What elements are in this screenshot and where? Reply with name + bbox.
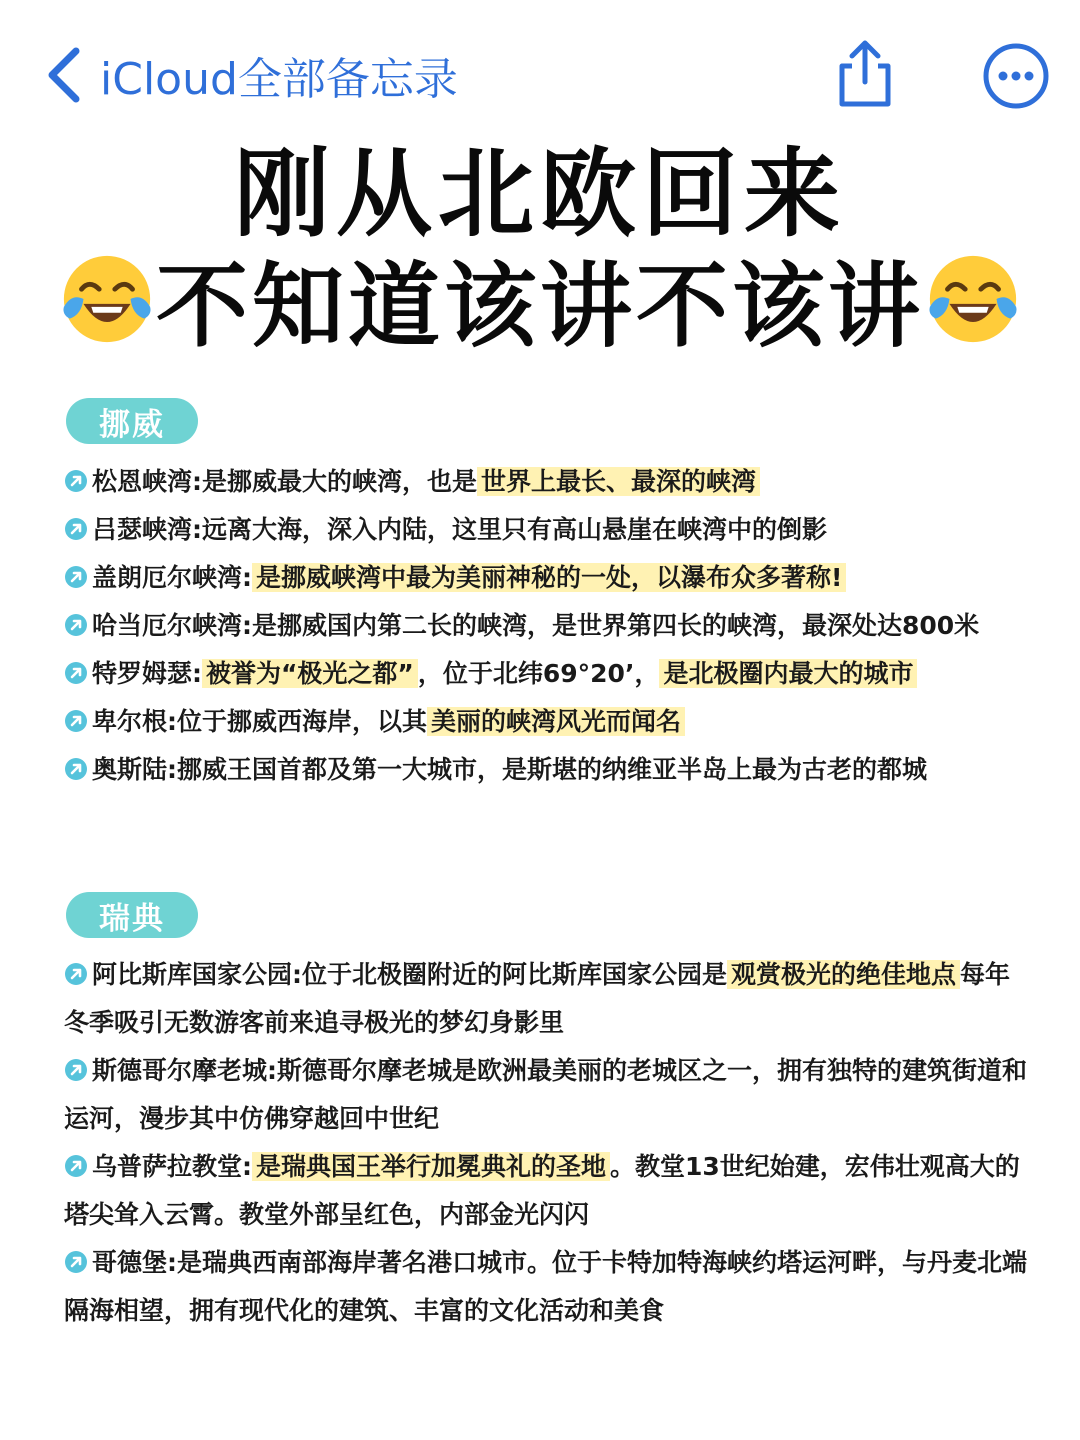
item-text: 哥德堡:是瑞典西南部海岸著名港口城市。位于卡特加特海峡约塔运河畔，与丹麦北端隔海相望，拥有现代化的建筑、丰富的文化活动和美食 bbox=[64, 1248, 1028, 1325]
arrow-up-right-icon bbox=[64, 613, 88, 637]
share-icon bbox=[832, 38, 898, 110]
item-highlight: 是瑞典国王举行加冕典礼的圣地 bbox=[252, 1152, 610, 1181]
arrow-up-right-icon bbox=[64, 469, 88, 493]
chevron-left-icon bbox=[44, 45, 84, 105]
item-highlight: 是挪威峡湾中最为美丽神秘的一处，以瀑布众多著称! bbox=[252, 563, 846, 592]
arrow-up-right-icon bbox=[64, 1250, 88, 1274]
item-highlight: 观赏极光的绝佳地点 bbox=[727, 960, 960, 989]
item-text: 。教堂13世纪始建，宏伟壮观高大的塔尖耸入云霄。教堂外部呈红色，内部金光闪闪 bbox=[64, 1152, 1020, 1229]
more-icon bbox=[982, 42, 1050, 110]
item-highlight: 是北极圈内最大的城市 bbox=[659, 659, 917, 688]
item-text: 盖朗厄尔峡湾: bbox=[92, 563, 252, 592]
item-highlight: 世界上最长、最深的峡湾 bbox=[477, 467, 760, 496]
arrow-up-right-icon bbox=[64, 757, 88, 781]
item-text: 吕瑟峡湾:远离大海，深入内陆，这里只有高山悬崖在峡湾中的倒影 bbox=[92, 515, 828, 544]
arrow-up-right-icon bbox=[64, 1154, 88, 1178]
back-label: iCloud全部备忘录 bbox=[100, 54, 458, 105]
item-text: 特罗姆瑟: bbox=[92, 659, 202, 688]
item-highlight: 美丽的峡湾风光而闻名 bbox=[427, 707, 685, 736]
section-label-sweden: 瑞典 bbox=[66, 892, 198, 938]
list-item bbox=[64, 1143, 1034, 1239]
title-line-2: 不知道该讲不该讲 bbox=[155, 253, 924, 360]
item-text: 乌普萨拉教堂: bbox=[92, 1152, 252, 1181]
more-button[interactable] bbox=[982, 42, 1050, 110]
section-list-norway bbox=[64, 458, 1054, 794]
arrow-up-right-icon bbox=[64, 517, 88, 541]
tears-of-joy-emoji-icon bbox=[924, 250, 1022, 348]
list-item bbox=[64, 1239, 1034, 1335]
item-text: 松恩峡湾:是挪威最大的峡湾，也是 bbox=[92, 467, 477, 496]
arrow-up-right-icon bbox=[64, 661, 88, 685]
back-button[interactable] bbox=[44, 40, 458, 110]
item-text: 斯德哥尔摩老城:斯德哥尔摩老城是欧洲最美丽的老城区之一，拥有独特的建筑街道和运河，漫步其中仿佛穿越回中世纪 bbox=[64, 1056, 1028, 1133]
tears-of-joy-emoji-icon bbox=[58, 250, 156, 348]
item-text: ，位于北纬69°20’， bbox=[417, 659, 660, 688]
item-text: 卑尔根:位于挪威西海岸，以其 bbox=[92, 707, 427, 736]
list-item bbox=[64, 951, 1034, 1047]
section-list-sweden bbox=[64, 951, 1054, 1335]
list-item bbox=[64, 554, 1054, 602]
title-line-1: 刚从北欧回来 bbox=[234, 138, 846, 250]
item-text: 哈当厄尔峡湾:是挪威国内第二长的峡湾，是世界第四长的峡湾，最深处达800米 bbox=[92, 611, 980, 640]
list-item bbox=[64, 650, 1054, 698]
item-highlight: 被誉为“极光之都” bbox=[202, 659, 418, 688]
list-item bbox=[64, 698, 1054, 746]
arrow-up-right-icon bbox=[64, 1058, 88, 1082]
list-item bbox=[64, 506, 1054, 554]
item-text: 每年冬季吸引无数游客前来追寻极光的梦幻身影里 bbox=[64, 960, 1011, 1037]
item-text: 阿比斯库国家公园:位于北极圈附近的阿比斯库国家公园是 bbox=[92, 960, 727, 989]
list-item bbox=[64, 1047, 1034, 1143]
title-line-2-row bbox=[0, 244, 1080, 360]
section-label-norway: 挪威 bbox=[66, 398, 198, 444]
item-text: 奥斯陆:挪威王国首都及第一大城市，是斯堪的纳维亚半岛上最为古老的都城 bbox=[92, 755, 928, 784]
arrow-up-right-icon bbox=[64, 709, 88, 733]
list-item bbox=[64, 746, 1054, 794]
list-item bbox=[64, 602, 1054, 650]
arrow-up-right-icon bbox=[64, 565, 88, 589]
list-item bbox=[64, 458, 1054, 506]
arrow-up-right-icon bbox=[64, 962, 88, 986]
share-button[interactable] bbox=[832, 38, 898, 110]
